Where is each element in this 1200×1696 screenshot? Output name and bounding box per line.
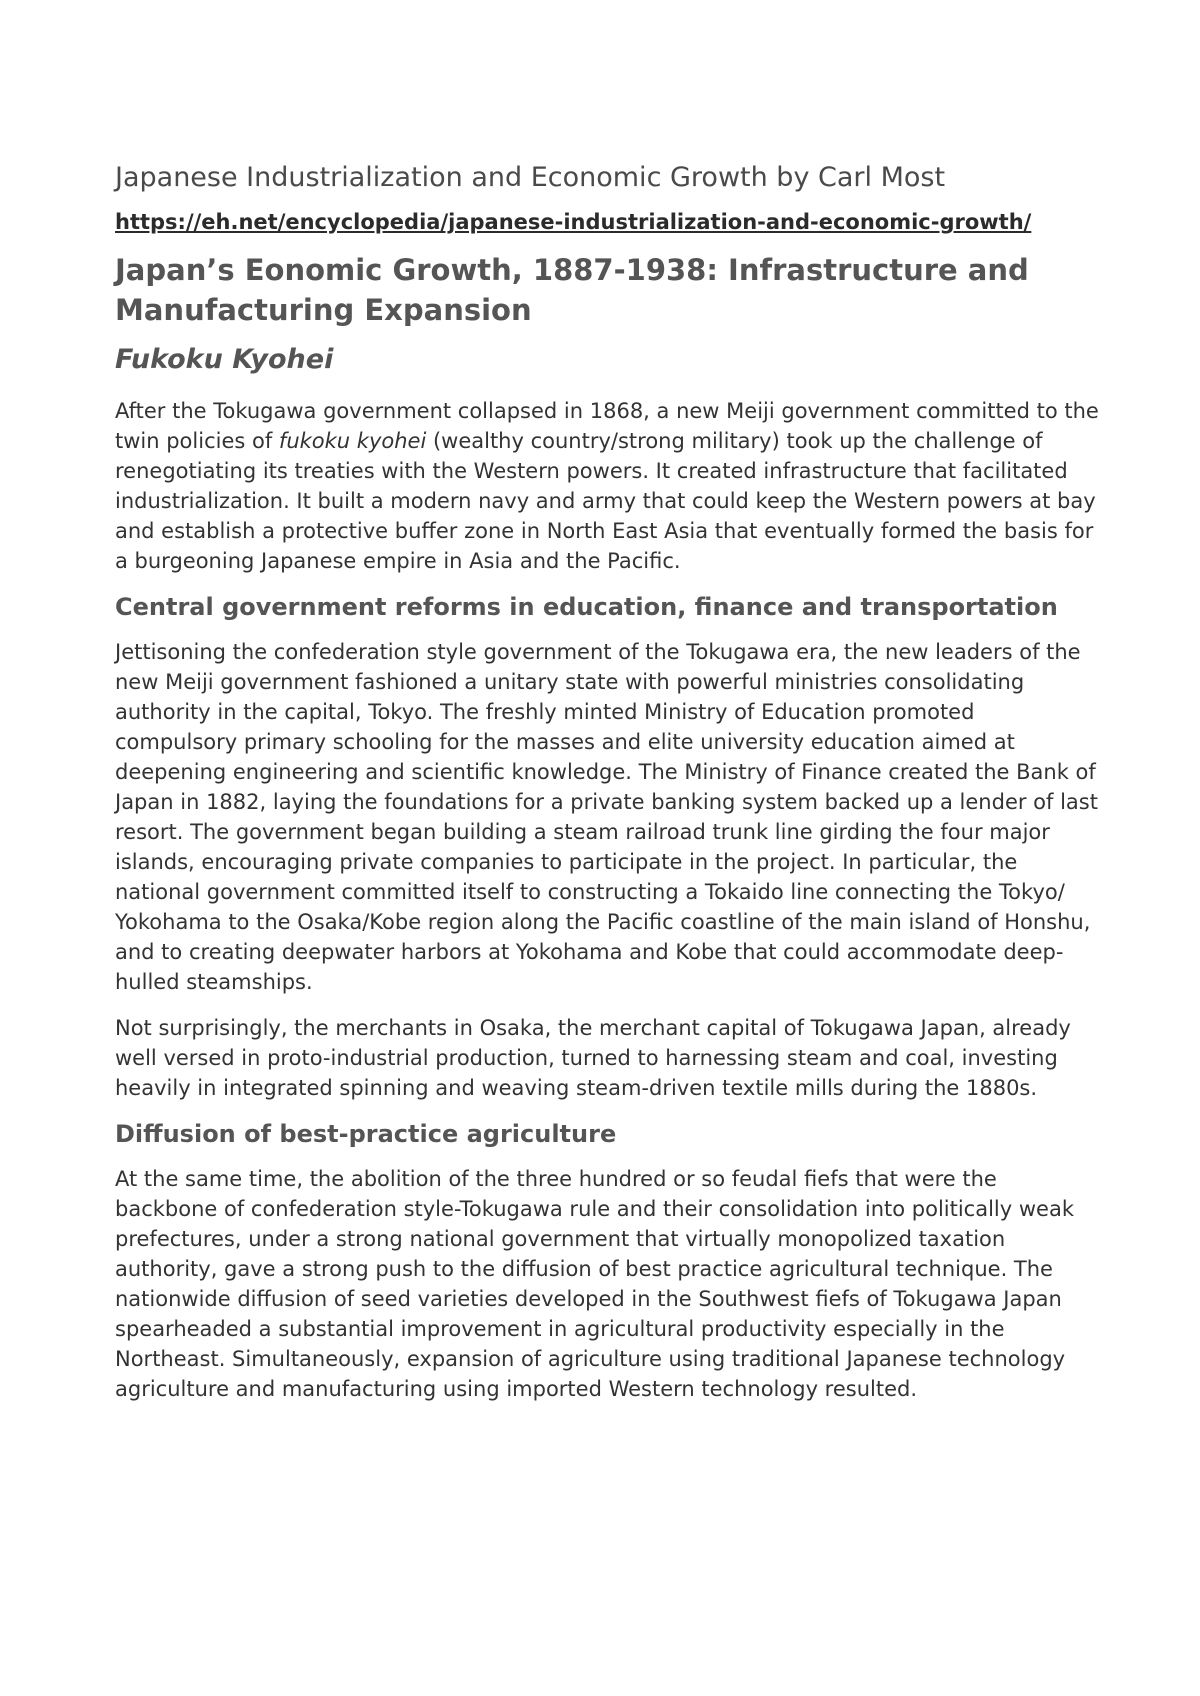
section-heading-reforms: Central government reforms in education, finance and transportation [115,592,1058,621]
document-title: Japanese Industrialization and Economic Growth by Carl Most [115,162,946,193]
subheading: Fukoku Kyohei [115,344,334,376]
intro-paragraph [115,396,1100,576]
intro-emphasis: fukoku kyohei [278,428,427,453]
reforms-paragraph-2: Not surprisingly, the merchants in Osaka, the merchant capital of Tokugawa Japan, already well versed in proto-industrial production, turned to harnessing steam and coal, investing heavily in integrated spinning and weaving steam-driven textile mills during the 1880s. [115,1015,1071,1100]
document-page [115,160,1100,1420]
source-link[interactable]: https://eh.net/encyclopedia/japanese-industrialization-and-economic-growth/ [115,210,1032,235]
intro-text-end: (wealthy country/strong military) took up the challenge of renegotiating its treaties with the Western powers. It created infrastructure that facilitated industrialization. It built a modern navy and army that could keep the Western powers at bay and establish a protective buffer zone in North East Asia that eventually formed the basis for a burgeoning Japanese empire in Asia and the Pacific. [115,428,1096,573]
agriculture-paragraph: At the same time, the abolition of the three hundred or so feudal fiefs that were the backbone of confederation style-Tokugawa rule and their consolidation into politically weak prefectures, under a strong national government that virtually monopolized taxation authority, gave a strong push to the diffusion of best practice agricultural technique. The nationwide diffusion of seed varieties developed in the Southwest fiefs of Tokugawa Japan spearheaded a substantial improvement in agricultural productivity especially in the Northeast. Simultaneously, expansion of agriculture using traditional Japanese technology agriculture and manufacturing using imported Western technology resulted. [115,1166,1074,1401]
main-heading: Japan’s Eonomic Growth, 1887-1938: Infrastructure and Manufacturing Expansion [115,253,1029,328]
section-heading-agriculture: Diffusion of best-practice agriculture [115,1119,617,1148]
reforms-paragraph-1: Jettisoning the confederation style government of the Tokugawa era, the new leaders of the new Meiji government fashioned a unitary state with powerful ministries consolidating authority in the capital, Tokyo. The freshly minted Ministry of Education promoted compulsory primary schooling for the masses and elite university education aimed at deepening engineering and scientific knowledge. The Ministry of Finance created the Bank of Japan in 1882, laying the foundations for a private banking system backed up a lender of last resort. The government began building a steam railroad trunk line girding the four major islands, encouraging private companies to participate in the project. In particular, the national government committed itself to constructing a Tokaido line connecting the Tokyo/ Yokohama to the Osaka/Kobe region along the Pacific coastline of the main island of Honshu, and to creating deepwater harbors at Yokohama and Kobe that could accommodate deep-hulled steamships. [115,639,1098,994]
intro-text-start: After the Tokugawa government collapsed in 1868, a new Meiji government committed to the twin policies of [115,398,1099,453]
